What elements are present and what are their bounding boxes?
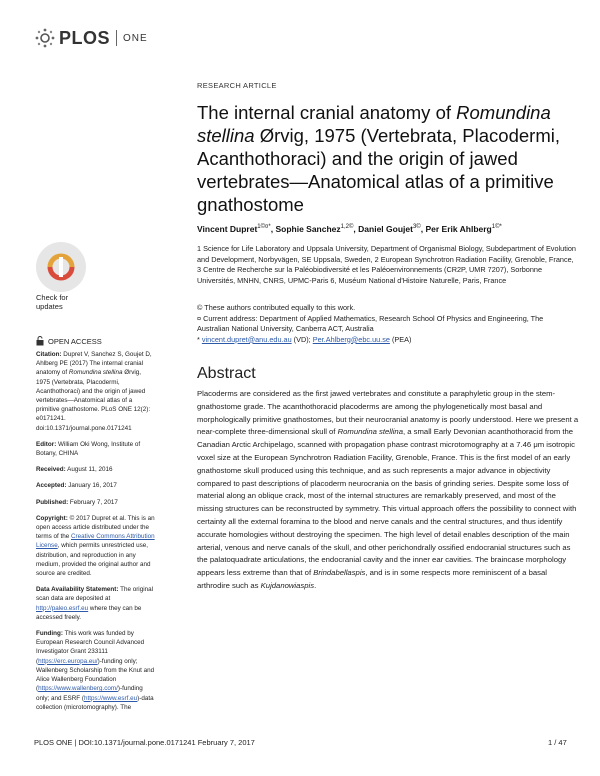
logo-divider	[116, 30, 117, 46]
asterisk: *	[197, 334, 202, 344]
crossmark-icon	[36, 242, 86, 292]
editor-text: William Oki Wong, Institute of Botany, CHINA	[36, 440, 141, 458]
correspondence-note	[197, 335, 577, 346]
received-label: Received:	[36, 466, 66, 474]
data-availability	[36, 585, 156, 622]
page-number: 1 / 47	[548, 738, 567, 747]
published-label: Published:	[36, 498, 69, 506]
email-link[interactable]: Per.Ahlberg@ebc.uu.se	[312, 334, 390, 344]
plos-logo	[34, 27, 148, 49]
plos-logo-icon	[34, 27, 56, 49]
citation-text: Ørvig, 1975 (Vertebrata, Placodermi, Acanthothoraci) and the origin of jawed vertebrates—Anatomical atlas of a primitive gnathostome. PLoS ONE 12(2): e0171241. doi:10.1371/journal.pone.0171241	[36, 369, 151, 432]
abstract-text: , and is in some respects more reminiscent of a basal arthrodire such as	[197, 568, 547, 590]
current-address-note: ¤ Current address: Department of Applied Mathematics, Research School Of Physics and Engineering, The Australian National University, Canberra ACT, Australia	[197, 313, 544, 333]
author-sup: 1©*	[491, 224, 502, 231]
open-access-label: OPEN ACCESS	[48, 336, 102, 346]
article-info-sidebar	[36, 350, 156, 719]
author-name[interactable]: Daniel Goujet	[358, 224, 413, 234]
check-for-updates-label[interactable]: Check for updates	[36, 293, 69, 311]
funding-label: Funding:	[36, 630, 63, 638]
citation-label: Citation:	[36, 351, 62, 358]
abstract-text: , a small Early Devonian acanthothoracid from the Canadian Arctic Archipelago, scanned with propagation phase contrast microtomography at a 7.46 μm isotropic voxel size at the European Synchrotron Radiation Facility, Grenoble, France. This is the first model of an early gnathostome skull produced using this technique, and as such represents a major advance in objectivity compared to past descriptions of placoderm neurocrania on the basis of grinding series. Despite some loss of material along an oblique crack, most of the internal structures are remarkably preserved, and most of the missing structures can be reconstructed by symmetry. This virtual approach offers the possibility to connect with certainty all the external foramina to the blood and nerve canals and the central structures, and thus identify accurate homologies without destroying the specimen. The high level of detail enables description of the main arterial, venous and nerve canals of the skull, and other perichondrally ossified endocranial structures such as the palatoquadrate articulations, the endocranial cavity and the inner ear cavities. The braincase morphology appears less extreme than that of	[197, 427, 577, 578]
accepted-date	[36, 481, 156, 490]
author-sup: 1©¤*	[257, 224, 271, 231]
data-availability-text: where they can be accessed freely.	[36, 604, 142, 621]
received-date	[36, 465, 156, 474]
copyright-text: © 2017 Dupret et al. This is an open access article distributed under the terms of the	[36, 514, 155, 541]
funding-text: )-funding only; and ESRF (	[36, 685, 143, 702]
open-lock-icon	[36, 336, 44, 346]
copyright-text: , which permits unrestricted use, distribution, and reproduction in any medium, provided the original author and source are credited.	[36, 542, 151, 578]
data-link[interactable]: http://paleo.esrf.eu	[36, 604, 89, 612]
email-link[interactable]: vincent.dupret@anu.edu.au	[201, 334, 292, 344]
footer-citation: PLOS ONE | DOI:10.1371/journal.pone.0171241 February 7, 2017	[34, 738, 255, 747]
affiliations: 1 Science for Life Laboratory and Uppsala University, Department of Organismal Biology, Subdepartment of Evolution and Development, Norbyvägen, SE Uppsala, Sweden, 2 European Synchrotron Radiation Facility, Grenoble, France, 3 Centre de Recherche sur la Paléobiodiversité et les Paléoenvironnements (CR2P, UMR 7207), Sorbonne Universités, MNHN, CNRS, UPMC-Paris 6, Muséum National d'Histoire Naturelle, Paris, France	[197, 244, 576, 285]
article-type: RESEARCH ARTICLE	[197, 81, 277, 90]
citation	[36, 350, 156, 433]
title-part: Ørvig, 1975 (Vertebrata, Placodermi, Acanthothoraci) and the origin of jawed vertebrates—Anatomical atlas of a primitive gnathostome	[197, 125, 560, 215]
title-italic: Romundina stellina	[197, 102, 551, 146]
logo-word: PLOS	[59, 27, 111, 48]
license-link[interactable]: Creative Commons Attribution License	[36, 533, 155, 550]
accepted-text: January 16, 2017	[66, 482, 117, 490]
author-sup: 1,2©	[340, 224, 354, 231]
author-notes	[197, 303, 577, 345]
abstract-heading: Abstract	[197, 365, 256, 382]
abstract-italic: Romundina stellina	[337, 427, 403, 437]
funding-link[interactable]: https://erc.europa.eu/	[38, 657, 98, 665]
email-suffix: (PEA)	[389, 334, 412, 344]
copyright-label: Copyright:	[36, 514, 68, 522]
funding-text: )-data collection (microtomography). The	[36, 694, 154, 711]
published-text: February 7, 2017	[68, 498, 118, 506]
check-for-updates-button[interactable]	[36, 242, 86, 292]
abstract-italic: Brindabellaspis	[313, 568, 366, 578]
data-availability-text: The original scan data are deposited at	[36, 586, 154, 603]
author-name[interactable]: Vincent Dupret	[197, 224, 258, 234]
email-suffix: (VD);	[291, 334, 313, 344]
funding-link[interactable]: https://www.esrf.eu	[83, 694, 138, 702]
accepted-label: Accepted:	[36, 482, 67, 490]
article-title	[197, 101, 582, 216]
editor-label: Editor:	[36, 440, 57, 448]
funding-link[interactable]: https://www.wallenberg.com/	[38, 685, 118, 693]
logo-sub: ONE	[123, 32, 148, 44]
funding	[36, 629, 156, 712]
abstract-italic: Kujdanowiaspis	[260, 580, 315, 590]
citation-text: Dupret V, Sanchez S, Goujet D, Ahlberg PE (2017) The internal cranial anatomy of	[36, 351, 152, 377]
funding-text: )-funding only; Wallenberg Scholarship from the Knut and Alice Wallenberg Foundation (	[36, 657, 155, 693]
copyright	[36, 514, 156, 578]
funding-text: This work was funded by European Research Council Advanced Investigator Grant 233111 (	[36, 630, 145, 665]
author-name[interactable]: Per Erik Ahlberg	[425, 224, 492, 234]
editor	[36, 440, 156, 458]
equal-contribution-note: © These authors contributed equally to this work.	[197, 303, 356, 312]
data-availability-label: Data Availability Statement:	[36, 586, 119, 594]
author-name[interactable]: Sophie Sanchez	[275, 224, 341, 234]
open-access-badge	[36, 336, 102, 346]
author-list: Vincent Dupret$^{1©¤*}$, Sophie Sanchez$^{1,2©}$, Daniel Goujet$^{3©}$, Per Erik Ahlberg$^{1©*}$	[197, 224, 502, 234]
abstract-text: Placoderms are considered as the first jawed vertebrates and constitute a paraphyletic group in the stem-gnathostome grade. The acanthothoracid placoderms are among the phylogenetically most basal and morphologically primitive gnathostomes, but their neurocranial anatomy is poorly understood. Here we present a near-complete three-dimensional skull of	[197, 389, 579, 437]
published-date	[36, 498, 156, 507]
author-sup: 3©	[412, 224, 421, 231]
abstract-text: .	[314, 580, 317, 590]
title-part: The internal cranial anatomy of	[197, 102, 457, 123]
abstract-body	[197, 388, 581, 593]
received-text: August 11, 2016	[65, 466, 113, 474]
citation-italic: Romundina stellina	[68, 369, 123, 377]
